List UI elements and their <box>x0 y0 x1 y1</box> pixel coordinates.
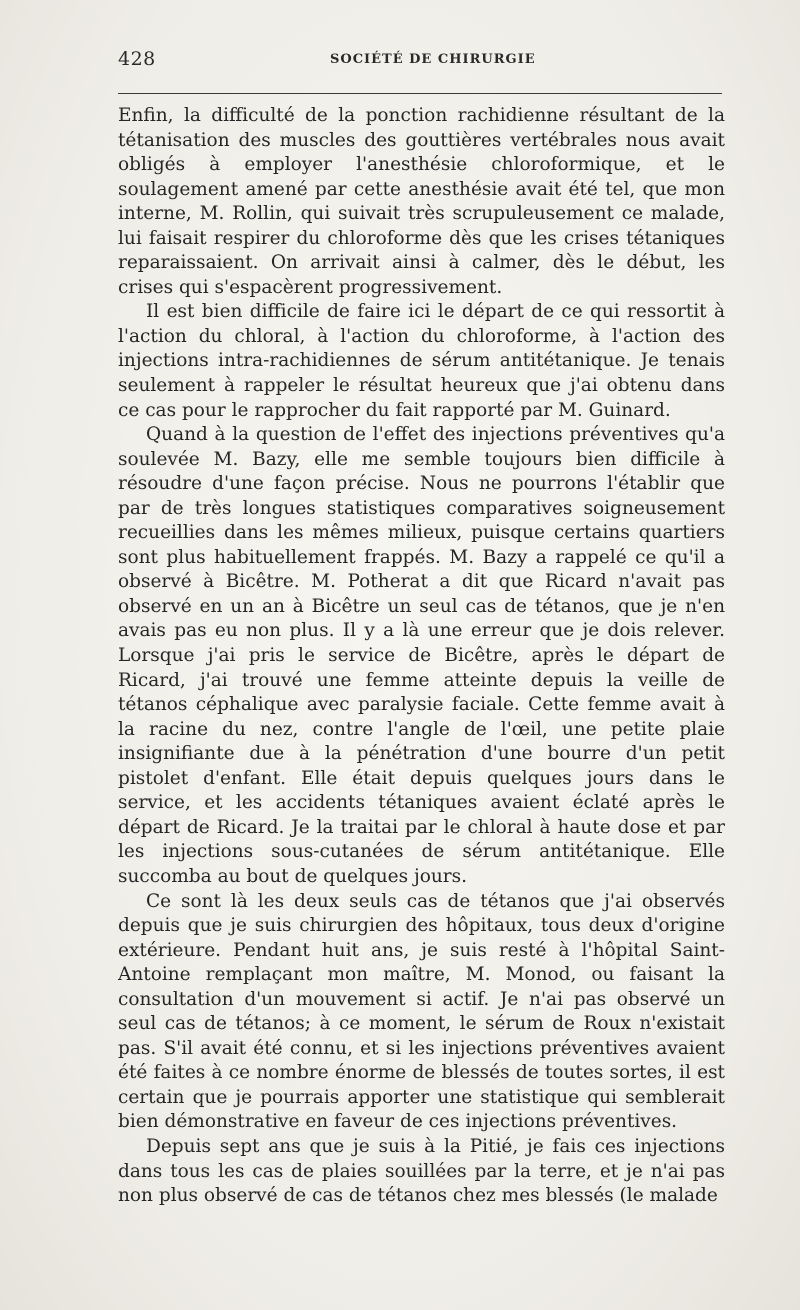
header-rule <box>118 93 722 94</box>
body-text <box>118 104 725 1209</box>
paragraph: Ce sont là les deux seuls cas de tétanos que j'ai observés depuis que je suis chirurgien des hôpitaux, tous deux d'origine extérieure. Pendant huit ans, je suis resté à l'hôpital Saint-Antoine remplaçant mon maître, M. Monod, ou faisant la consultation d'un mouvement si actif. Je n'ai pas observé un seul cas de tétanos; à ce moment, le sérum de Roux n'existait pas. S'il avait été connu, et si les injections préventives avaient été faites à ce nombre énorme de blessés de toutes sortes, il est certain que je pourrais apporter une statistique qui semblerait bien démonstrative en faveur de ces injections préventives. <box>118 890 725 1133</box>
paragraph: Enfin, la difficulté de la ponction rachidienne résultant de la tétanisation des muscles des gouttières vertébrales nous avait obligés à employer l'anesthésie chloroformique, et le soulagement amené par cette anesthésie avait été tel, que mon interne, M. Rollin, qui suivait très scrupuleusement ce malade, lui faisait respirer du chloroforme dès que les crises tétaniques reparaissaient. On arrivait ainsi à calmer, dès le début, les crises qui s'espacèrent progressivement. <box>118 105 725 298</box>
paragraph: Il est bien difficile de faire ici le départ de ce qui ressortit à l'action du chloral, à l'action du chloroforme, à l'action des injections intra-rachidiennes de sérum antitétanique. Je tenais seulement à rappeler le résultat heureux que j'ai obtenu dans ce cas pour le rapprocher du fait rapporté par M. Guinard. <box>118 301 725 421</box>
running-head: SOCIÉTÉ DE CHIRURGIE <box>330 52 536 67</box>
page-number: 428 <box>118 48 156 70</box>
paragraph: Quand à la question de l'effet des injections préventives qu'a soulevée M. Bazy, elle me semble toujours bien difficile à résoudre d'une façon précise. Nous ne pourrons l'établir que par de très longues statistiques comparatives soigneusement recueillies dans les mêmes milieux, puisque certains quartiers sont plus habituellement frappés. M. Bazy a rappelé ce qu'il a observé à Bicêtre. M. Potherat a dit que Ricard n'avait pas observé en un an à Bicêtre un seul cas de tétanos, que je n'en avais pas eu non plus. Il y a là une erreur que je dois relever. Lorsque j'ai pris le service de Bicêtre, après le départ de Ricard, j'ai trouvé une femme atteinte depuis la veille de tétanos céphalique avec paralysie faciale. Cette femme avait à la racine du nez, contre l'angle de l'œil, une petite plaie insignifiante due à la pénétration d'une bourre d'un petit pistolet d'enfant. Elle était depuis quelques jours dans le service, et les accidents tétaniques avaient éclaté après le départ de Ricard. Je la traitai par le chloral à haute dose et par les injections sous-cutanées de sérum antitétanique. Elle succomba au bout de quelques jours. <box>118 424 725 887</box>
paragraph: Depuis sept ans que je suis à la Pitié, je fais ces injections dans tous les cas de plaies souillées par la terre, et je n'ai pas non plus observé de cas de tétanos chez mes blessés (le malade <box>118 1135 725 1207</box>
page-header <box>118 48 724 76</box>
